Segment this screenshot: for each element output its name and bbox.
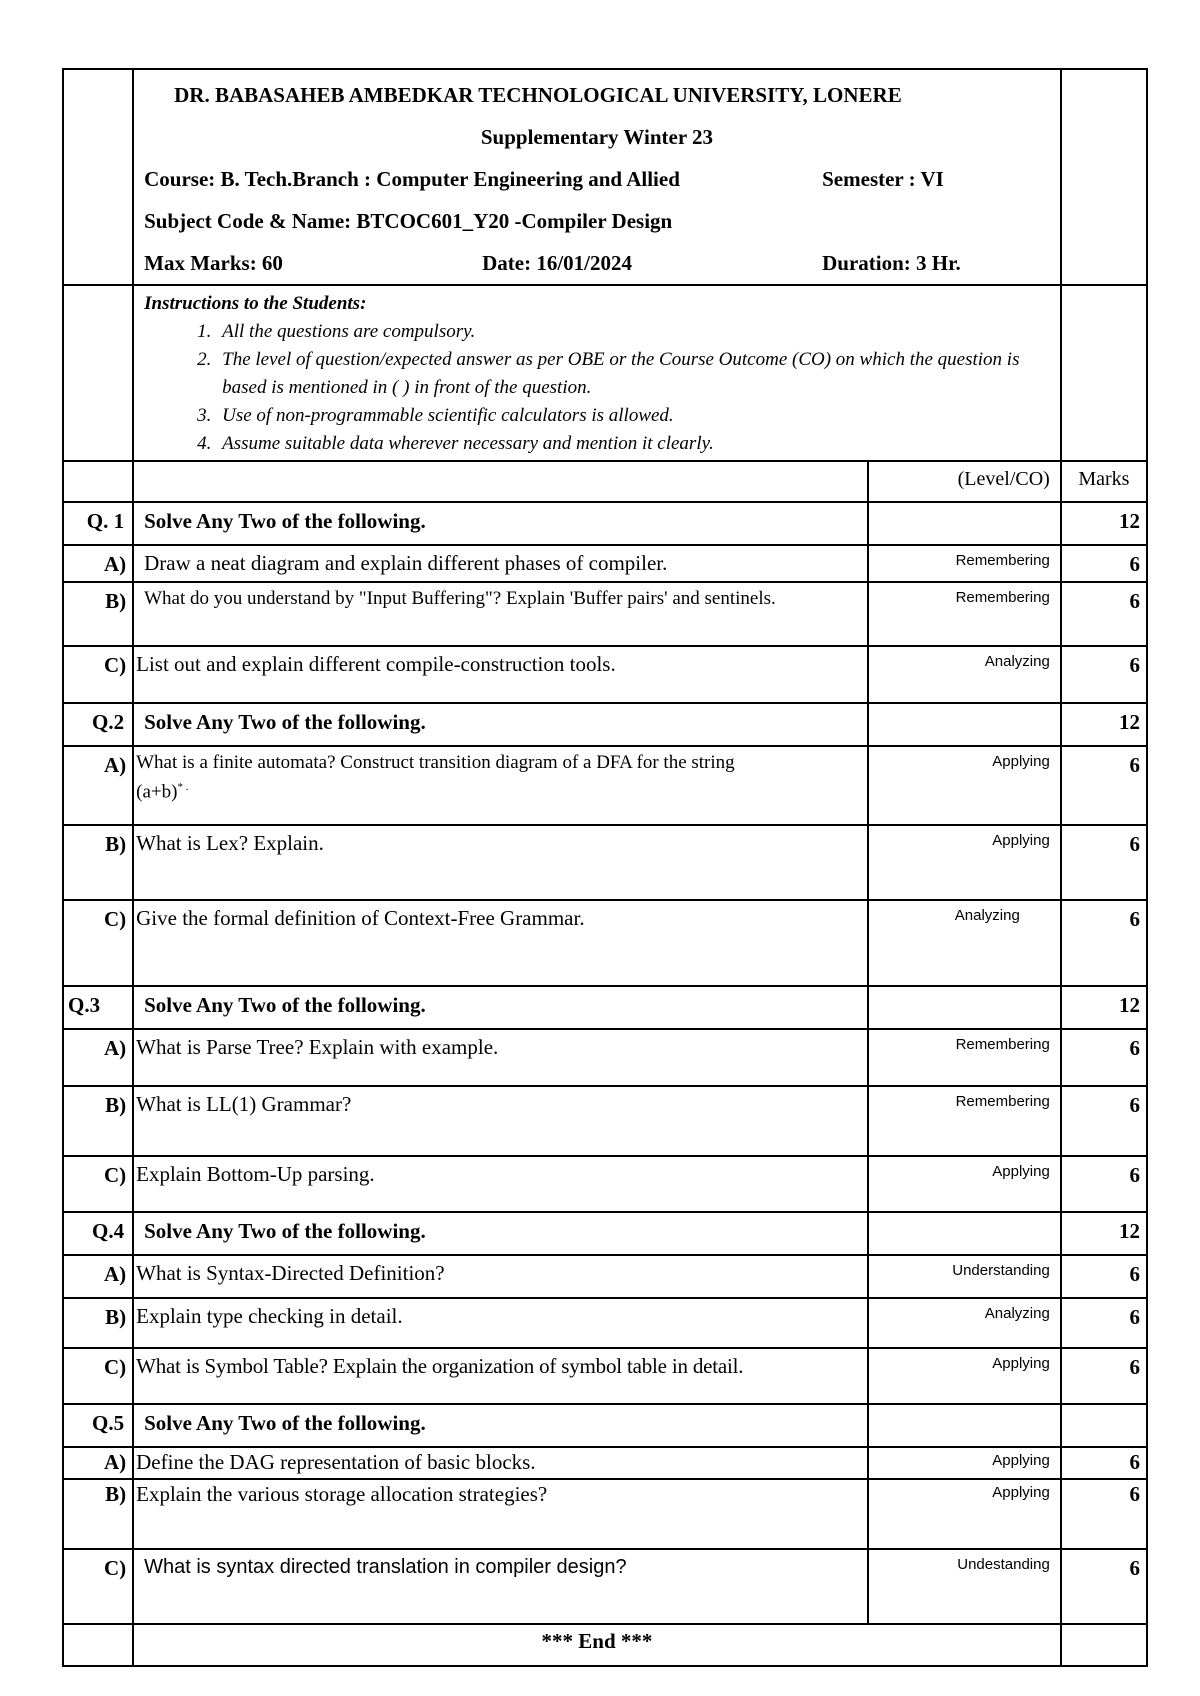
part-level: Applying — [868, 1479, 1060, 1549]
part-text-superscript: * . — [177, 781, 189, 793]
course-info: Course: B. Tech.Branch : Computer Engineering and Allied — [144, 167, 680, 191]
part-label: C) — [63, 1156, 133, 1212]
question-level-blank — [868, 986, 1060, 1029]
part-text: What do you understand by "Input Buffering"? Explain 'Buffer pairs' and sentinels. — [133, 582, 868, 646]
part-marks: 6 — [1061, 746, 1147, 825]
max-marks: Max Marks: 60 — [144, 251, 283, 275]
part-row — [63, 1029, 1147, 1086]
question-number: Q.3 — [63, 986, 133, 1029]
instruction-item: 2. The level of question/expected answer as per OBE or the Course Outcome (CO) on which the question is based is mentioned in ( ) in front of the question. — [216, 346, 1050, 402]
part-text: Give the formal definition of Context-Free Grammar. — [133, 900, 868, 986]
question-title: Solve Any Two of the following. — [133, 986, 868, 1029]
part-level: Remembering — [868, 582, 1060, 646]
instr-left-cell — [63, 285, 133, 461]
exam-session: Supplementary Winter 23 — [480, 125, 714, 149]
part-row — [63, 825, 1147, 900]
part-label: B) — [63, 1086, 133, 1156]
instructions — [133, 285, 1061, 461]
part-text: Explain the various storage allocation strategies? — [133, 1479, 868, 1549]
part-marks: 6 — [1061, 1156, 1147, 1212]
part-row — [63, 646, 1147, 703]
header-left-cell — [63, 69, 133, 285]
part-text: Define the DAG representation of basic blocks. — [133, 1447, 868, 1479]
part-marks: 6 — [1061, 1029, 1147, 1086]
part-level: Analyzing — [868, 900, 1060, 986]
part-level: Remembering — [868, 545, 1060, 582]
part-level: Applying — [868, 1447, 1060, 1479]
question-level-blank — [868, 502, 1060, 545]
question-row — [63, 1212, 1147, 1255]
part-text: What is Lex? Explain. — [133, 825, 868, 900]
instruction-item: 1. All the questions are compulsory. — [216, 318, 1050, 346]
question-level-blank — [868, 1212, 1060, 1255]
instructions-title: Instructions to the Students: — [144, 293, 367, 314]
colhead-blank-2 — [133, 461, 868, 502]
part-row — [63, 746, 1147, 825]
part-label: B) — [63, 825, 133, 900]
university-name: DR. BABASAHEB AMBEDKAR TECHNOLOGICAL UNIVERSITY, LONERE — [174, 83, 902, 107]
question-marks: 12 — [1061, 986, 1147, 1029]
part-row — [63, 1479, 1147, 1549]
part-label: B) — [63, 1479, 133, 1549]
end-left-cell — [63, 1624, 133, 1666]
part-text — [133, 746, 868, 825]
part-level: Analyzing — [868, 1298, 1060, 1348]
part-label: C) — [63, 1549, 133, 1624]
part-level: Remembering — [868, 1029, 1060, 1086]
question-number: Q. 1 — [63, 502, 133, 545]
question-title: Solve Any Two of the following. — [133, 1404, 868, 1447]
part-row — [63, 1156, 1147, 1212]
part-label: A) — [63, 1447, 133, 1479]
part-row — [63, 1255, 1147, 1298]
part-text-main: What is a finite automata? Construct transition diagram of a DFA for the string (a+b) — [136, 752, 735, 803]
marks-column-header: Marks — [1061, 461, 1147, 502]
part-text: What is Symbol Table? Explain the organization of symbol table in detail. — [133, 1348, 868, 1404]
end-right-cell — [1061, 1624, 1147, 1666]
marks-date-line — [144, 242, 1050, 284]
part-marks: 6 — [1061, 545, 1147, 582]
part-label: A) — [63, 746, 133, 825]
part-marks: 6 — [1061, 1298, 1147, 1348]
question-table — [62, 68, 1148, 1667]
end-marker: *** End *** — [133, 1624, 1061, 1666]
question-level-blank — [868, 703, 1060, 746]
part-text: What is LL(1) Grammar? — [133, 1086, 868, 1156]
part-level: Analyzing — [868, 646, 1060, 703]
part-row — [63, 1348, 1147, 1404]
part-row — [63, 545, 1147, 582]
part-row — [63, 1447, 1147, 1479]
part-text: Explain type checking in detail. — [133, 1298, 868, 1348]
question-number: Q.5 — [63, 1404, 133, 1447]
question-marks: 12 — [1061, 1212, 1147, 1255]
part-marks: 6 — [1061, 1479, 1147, 1549]
part-level: Applying — [868, 1156, 1060, 1212]
part-text: Draw a neat diagram and explain different phases of compiler. — [133, 545, 868, 582]
part-marks: 6 — [1061, 1447, 1147, 1479]
instr-right-cell — [1061, 285, 1147, 461]
question-marks: 12 — [1061, 502, 1147, 545]
exam-duration: Duration: 3 Hr. — [822, 251, 961, 275]
part-label: C) — [63, 646, 133, 703]
question-title: Solve Any Two of the following. — [133, 1212, 868, 1255]
question-title: Solve Any Two of the following. — [133, 502, 868, 545]
part-text: What is syntax directed translation in compiler design? — [133, 1549, 868, 1624]
part-marks: 6 — [1061, 1086, 1147, 1156]
part-marks: 6 — [1061, 1549, 1147, 1624]
part-label: A) — [63, 1029, 133, 1086]
part-label: A) — [63, 1255, 133, 1298]
part-text: List out and explain different compile-construction tools. — [133, 646, 868, 703]
part-text: What is Parse Tree? Explain with example. — [133, 1029, 868, 1086]
part-marks: 6 — [1061, 825, 1147, 900]
question-row — [63, 986, 1147, 1029]
part-row — [63, 900, 1147, 986]
part-row — [63, 1549, 1147, 1624]
question-row — [63, 1404, 1147, 1447]
part-marks: 6 — [1061, 900, 1147, 986]
question-level-blank — [868, 1404, 1060, 1447]
question-title: Solve Any Two of the following. — [133, 703, 868, 746]
part-marks: 6 — [1061, 582, 1147, 646]
part-text: What is Syntax-Directed Definition? — [133, 1255, 868, 1298]
part-label: B) — [63, 1298, 133, 1348]
part-level: Undestanding — [868, 1549, 1060, 1624]
question-row — [63, 502, 1147, 545]
question-marks — [1061, 1404, 1147, 1447]
exam-date: Date: 16/01/2024 — [482, 251, 633, 275]
exam-header — [133, 69, 1061, 285]
part-row — [63, 1086, 1147, 1156]
part-marks: 6 — [1061, 1255, 1147, 1298]
part-level: Applying — [868, 1348, 1060, 1404]
part-label: A) — [63, 545, 133, 582]
instruction-item: 4. Assume suitable data wherever necessary and mention it clearly. — [216, 430, 1050, 458]
part-level: Remembering — [868, 1086, 1060, 1156]
instruction-item: 3. Use of non-programmable scientific calculators is allowed. — [216, 402, 1050, 430]
part-marks: 6 — [1061, 1348, 1147, 1404]
subject-info: Subject Code & Name: BTCOC601_Y20 -Compiler Design — [144, 209, 673, 233]
header-right-cell — [1061, 69, 1147, 285]
part-level: Applying — [868, 825, 1060, 900]
level-column-header: (Level/CO) — [868, 461, 1060, 502]
semester-info: Semester : VI — [822, 167, 944, 191]
course-line — [144, 158, 1050, 200]
colhead-blank-1 — [63, 461, 133, 502]
part-level: Understanding — [868, 1255, 1060, 1298]
question-paper — [62, 68, 1148, 1667]
part-label: C) — [63, 1348, 133, 1404]
question-marks: 12 — [1061, 703, 1147, 746]
part-level: Applying — [868, 746, 1060, 825]
question-row — [63, 703, 1147, 746]
part-label: B) — [63, 582, 133, 646]
question-number: Q.4 — [63, 1212, 133, 1255]
part-text: Explain Bottom-Up parsing. — [133, 1156, 868, 1212]
instructions-list — [144, 318, 1050, 458]
part-row — [63, 1298, 1147, 1348]
question-number: Q.2 — [63, 703, 133, 746]
part-marks: 6 — [1061, 646, 1147, 703]
part-label: C) — [63, 900, 133, 986]
part-row — [63, 582, 1147, 646]
